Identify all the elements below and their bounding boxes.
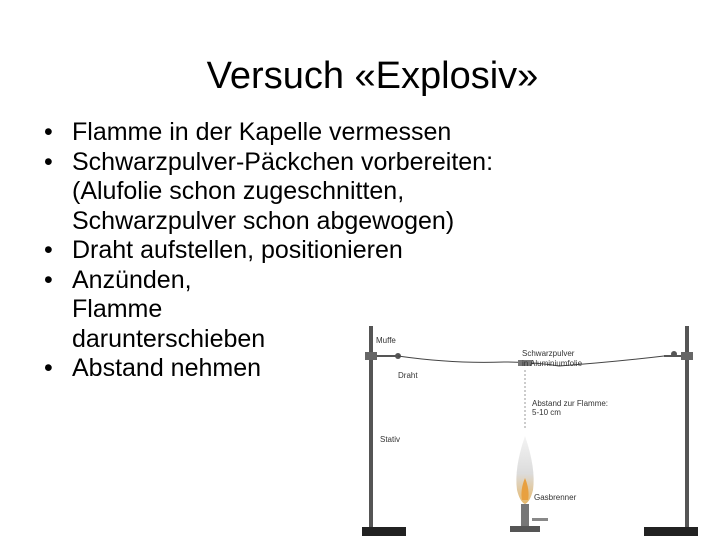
bullet-text: • Flamme in der Kapelle vermessen bbox=[72, 118, 452, 146]
label-abstand: Abstand zur Flamme: bbox=[532, 399, 609, 408]
bullet-text: • Anzünden, bbox=[72, 265, 192, 294]
label-gasbrenner: Gasbrenner bbox=[534, 493, 577, 502]
bullet-text: • Abstand nehmen bbox=[72, 354, 262, 382]
label-muffe: Muffe bbox=[376, 336, 396, 345]
label-schwarzpulver-2: in Aluminiumfolie bbox=[522, 359, 583, 368]
bullet-text: • Draht aufstellen, positionieren bbox=[72, 236, 403, 264]
bullet-item bbox=[44, 236, 684, 266]
left-stand-base bbox=[362, 527, 406, 536]
bullet-text: (Alufolie schon zugeschnitten, bbox=[72, 177, 405, 205]
slide-title: Versuch «Explosiv» bbox=[206, 55, 539, 97]
bullet-item bbox=[44, 148, 684, 237]
gas-burner-icon bbox=[510, 504, 548, 532]
bullet-text: darunterschieben bbox=[72, 324, 266, 353]
left-clamp-icon bbox=[365, 352, 401, 360]
experiment-diagram bbox=[334, 318, 720, 540]
right-stand-base bbox=[644, 527, 698, 536]
bullet-text: Schwarzpulver schon abgewogen) bbox=[72, 206, 455, 235]
bullet-text: • Schwarzpulver-Päckchen vorbereiten: bbox=[72, 147, 494, 176]
label-stativ: Stativ bbox=[380, 435, 401, 444]
bullet-text: Flamme bbox=[72, 295, 163, 323]
label-abstand-2: 5-10 cm bbox=[532, 408, 561, 417]
right-clamp-icon bbox=[664, 351, 693, 360]
label-schwarzpulver: Schwarzpulver bbox=[522, 349, 575, 358]
bullet-item bbox=[44, 118, 684, 148]
label-draht: Draht bbox=[398, 371, 418, 380]
